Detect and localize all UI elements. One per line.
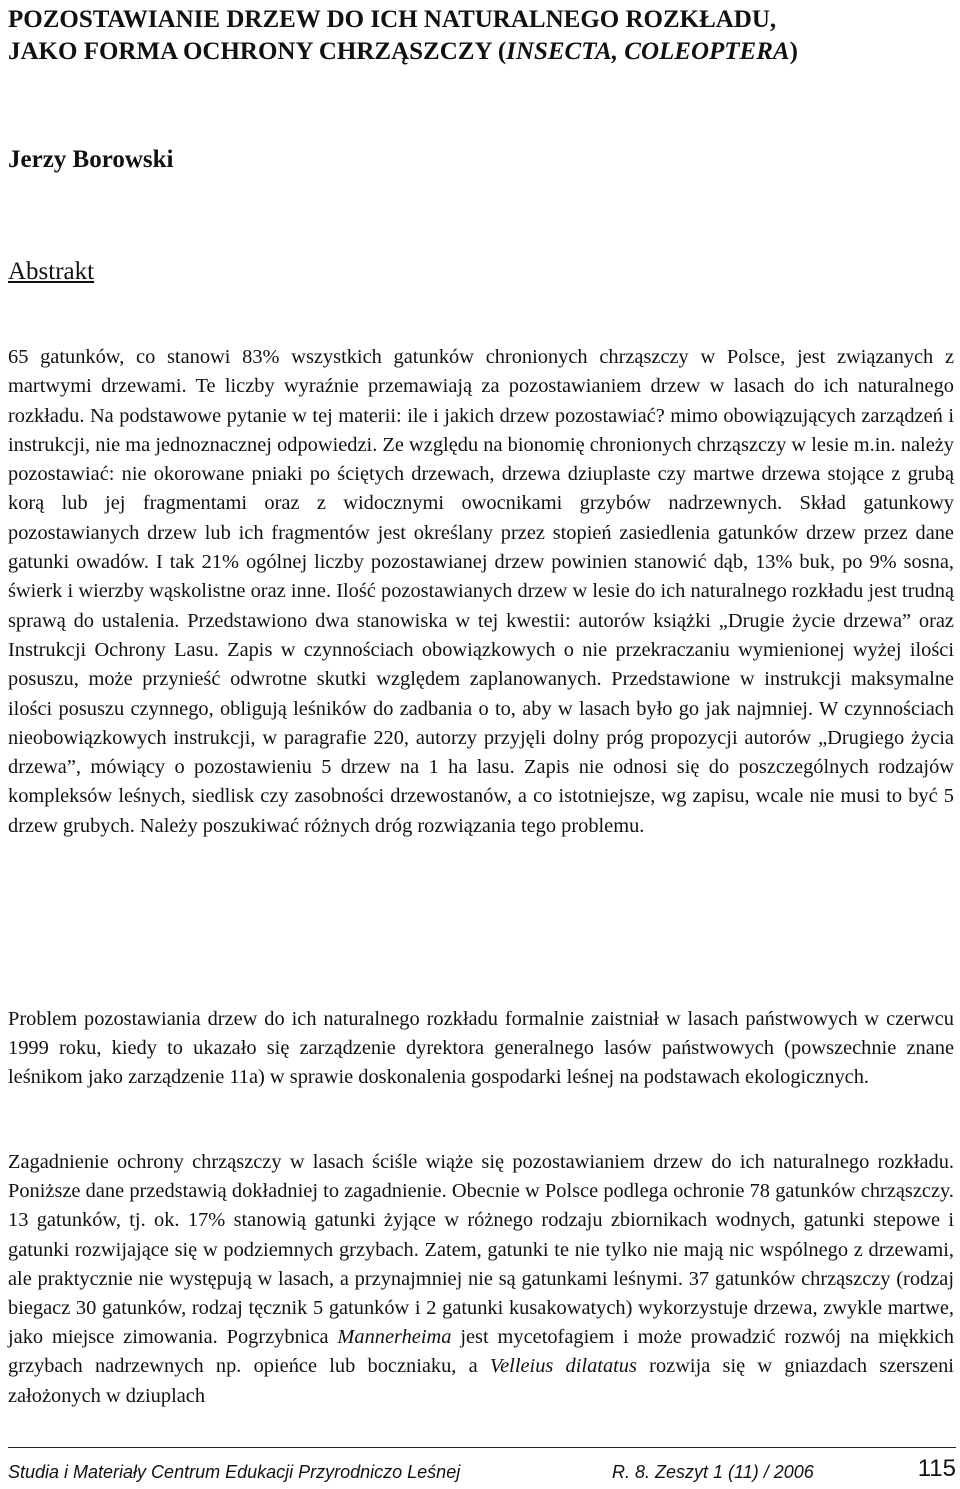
title-line-2-prefix: JAKO FORMA OCHRONY CHRZĄSZCZY (: [8, 38, 507, 65]
abstract-text: 65 gatunków, co stanowi 83% wszystkich gatunków chronionych chrząszczy w Polsce, jest związanych z martwymi drzewami. Te liczby wyraźnie przemawiają za pozostawianiem drzew w lasach do ich naturalnego rozkładu. Na podstawowe pytanie w tej materii: ile i jakich drzew pozostawiać? mimo obowiązujących zarządzeń i instrukcji, nie ma jednoznacznej odpowiedzi. Ze względu na bionomię chronionych chrząszczy w lesie m.in. należy pozostawiać: nie okorowane pniaki po ściętych drzewach, drzewa dziuplaste czy martwe drzewa stojące z grubą korą lub jej fragmentami oraz z widocznymi owocnikami grzybów nadrzewnych. Skład gatunkowy pozostawianych drzew lub ich fragmentów jest określany przez stopień zasiedlenia gatunków drzew przez dane gatunki owadów. I tak 21% ogólnej liczby pozostawianej drzew powinien stanowić dąb, 13% buk, po 9% sosna, świerk i wierzby wąskolistne oraz inne. Ilość pozostawianych drzew w lesie do ich naturalnego rozkładu jest trudną sprawą do ustalenia. Przedstawiono dwa stanowiska w tej kwestii: autorów książki „Drugie życie drzewa” oraz Instrukcji Ochrony Lasu. Zapis w czynnościach obowiązkowych o nie przekraczaniu wymienionej wyżej ilości posuszu, może przynieść odwrotne skutki względem zaplanowanych. Przedstawione w instrukcji maksymalne ilości posuszu czynnego, obligują leśników do zadbania o to, aby w lasach było go jak najmniej. W czynnościach nieobowiązkowych instrukcji, w paragrafie 220, autorzy przyjęli dolny próg propozycji autorów „Drugiego życia drzewa”, mówiący o pozostawieniu 5 drzew na 1 ha lasu. Zapis nie odnosi się do poszczególnych rodzajów kompleksów leśnych, siedlisk czy zasobności drzewostanów, a co istotniejsze, wg zapisu, wcale nie musi to być 5 drzew grubych. Należy poszukiwać różnych dróg rozwiązania tego problemu.: [8, 346, 954, 837]
title-taxon: INSECTA, COLEOPTERA: [506, 38, 790, 65]
page-number: 115: [917, 1455, 956, 1482]
title-line-2-suffix: ): [789, 38, 798, 65]
body-paragraph-2-text-b: jest mycetofagiem i może prowadzić rozwój na miękkich grzybach nadrzewnych np. opieńce lub boczniaku, a: [8, 1326, 954, 1378]
taxon-mannerheima: Mannerheima: [337, 1326, 452, 1349]
footer-issue: R. 8. Zeszyt 1 (11) / 2006: [612, 1462, 814, 1482]
abstract-heading: Abstrakt: [8, 258, 95, 285]
article-title: [8, 4, 948, 68]
author-name: Jerzy Borowski: [8, 146, 174, 173]
body-paragraph-1: Problem pozostawiania drzew do ich naturalnego rozkładu formalnie zaistniał w lasach państwowych w czerwcu 1999 roku, kiedy to ukazało się zarządzenie dyrektora generalnego lasów państwowych (powszechnie znane leśnikom jako zarządzenie 11a) w sprawie doskonalenia gospodarki leśnej na podstawach ekologicznych.: [8, 1008, 954, 1089]
title-line-1: POZOSTAWIANIE DRZEW DO ICH NATURALNEGO ROZKŁADU,: [8, 6, 777, 33]
body-paragraph-2-text-a: Zagadnienie ochrony chrząszczy w lasach ściśle wiąże się pozostawianiem drzew do ich naturalnego rozkładu. Poniższe dane przedstawią dokładniej to zagadnienie. Obecnie w Polsce podlega ochronie 78 gatunków chrząszczy. 13 gatunków, tj. ok. 17% stanowią gatunki żyjące w różnego rodzaju zbiornikach wodnych, gatunki stepowe i gatunki rozwijające się w podziemnych grzybach. Zatem, gatunki te nie tylko nie mają nic wspólnego z drzewami, ale praktycznie nie występują w lasach, a przynajmniej nie są gatunkami leśnymi. 37 gatunków chrząszczy (rodzaj biegacz 30 gatunków, rodzaj tęcznik 5 gatunków i 2 gatunki kusakowatych) wykorzystuje drzewa, zwykle martwe, jako miejsce zimowania. Pogrzybnica: [8, 1151, 954, 1349]
body-paragraph-2: [8, 1148, 954, 1411]
body-paragraph-2-text-c: rozwija się w gniazdach szerszeni założonych w dziuplach: [8, 1355, 954, 1407]
footer-rule: [8, 1447, 956, 1448]
footer-journal-title: Studia i Materiały Centrum Edukacji Przyrodniczo Leśnej: [8, 1462, 461, 1482]
taxon-velleius-dilatatus: Velleius dilatatus: [489, 1355, 637, 1378]
